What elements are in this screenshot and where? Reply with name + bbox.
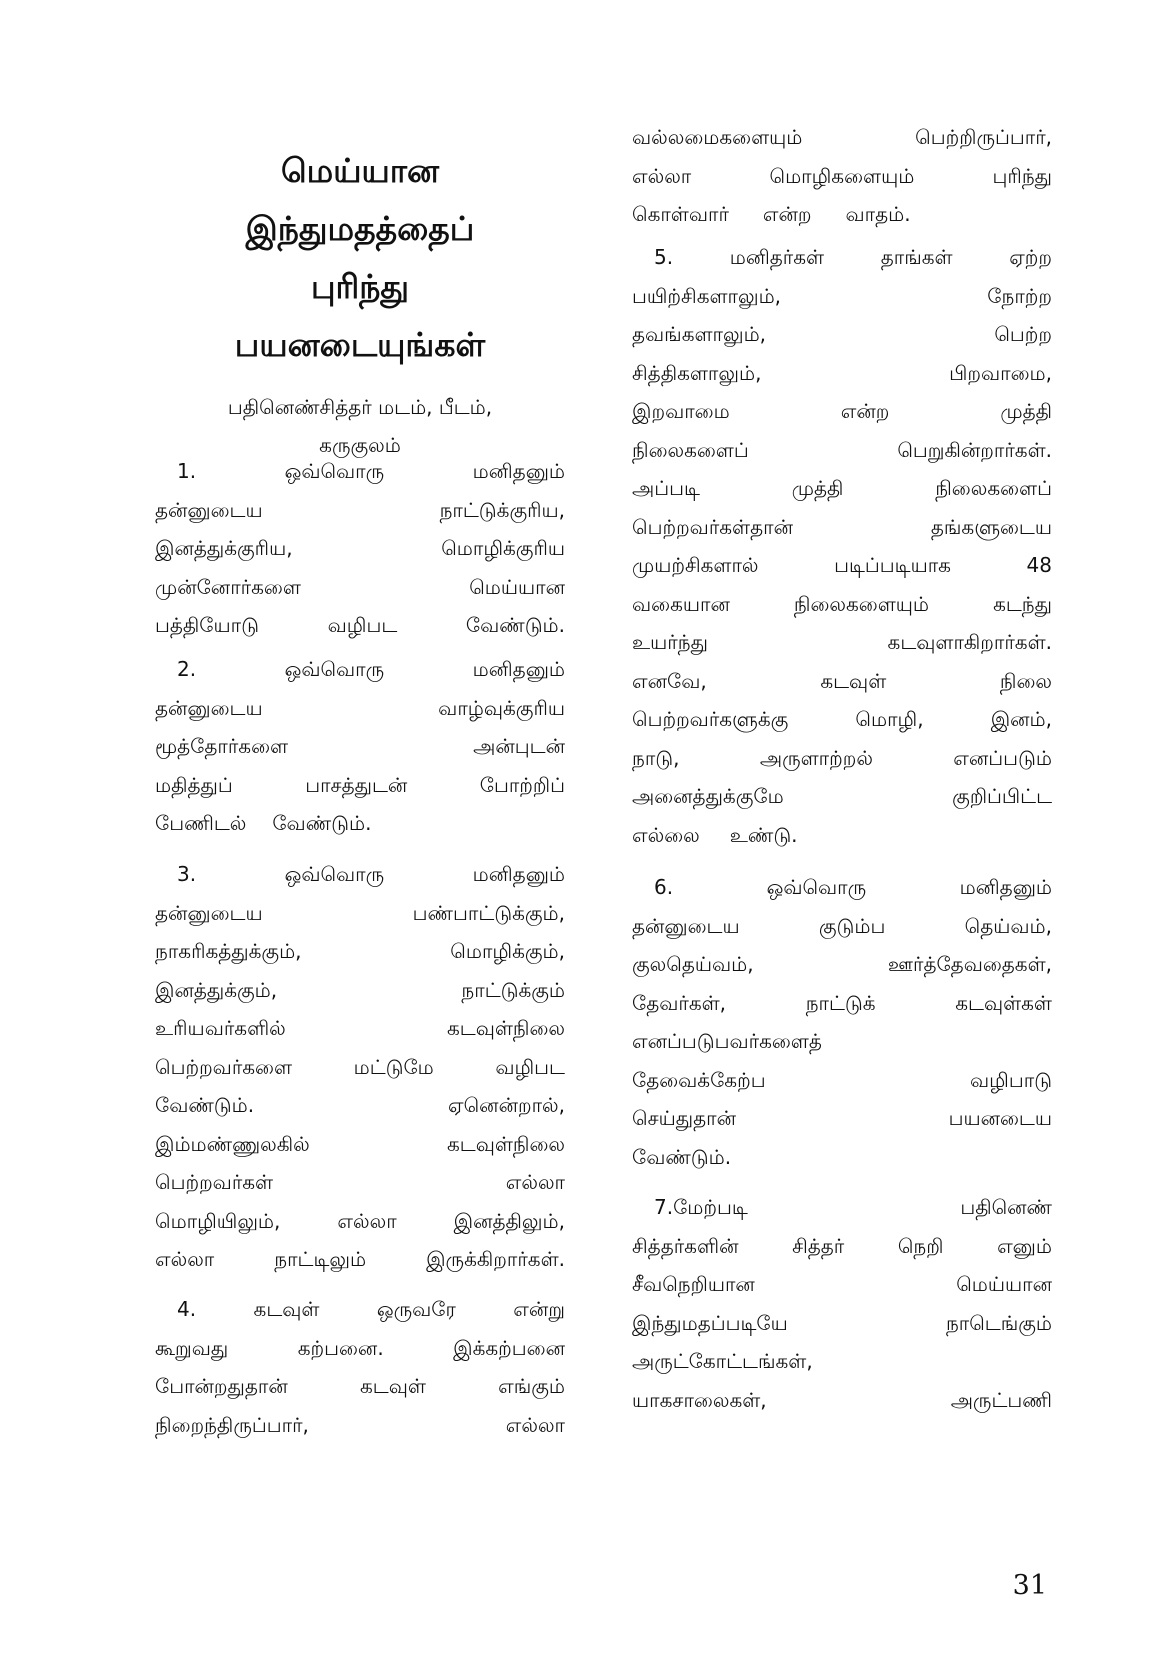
word: எல்லை bbox=[632, 822, 700, 847]
word: மனிதனும் bbox=[472, 657, 565, 681]
text-line bbox=[155, 766, 565, 805]
word: 1. bbox=[177, 459, 197, 483]
word: அன்புடன் bbox=[473, 734, 565, 758]
text-line bbox=[632, 1304, 1052, 1343]
text-line bbox=[155, 1163, 565, 1202]
text-line bbox=[632, 1342, 1052, 1381]
word: எனவே, bbox=[632, 668, 707, 693]
text-line bbox=[632, 662, 1052, 701]
word: நாகரிகத்துக்கும், bbox=[155, 939, 302, 963]
text-line bbox=[632, 739, 1052, 778]
text-line bbox=[155, 1329, 565, 1368]
word: பாசத்துடன் bbox=[305, 772, 408, 797]
text-line bbox=[632, 623, 1052, 662]
word: கடவுள் bbox=[253, 1297, 320, 1321]
word: கொள்வார் bbox=[632, 202, 729, 226]
word: 5. bbox=[654, 245, 674, 269]
word: ஒவ்வொரு bbox=[284, 657, 385, 681]
word: பயனடைய bbox=[948, 1106, 1052, 1130]
word: இம்மண்ணுலகில் bbox=[155, 1131, 310, 1156]
word: ஒவ்வொரு bbox=[766, 875, 867, 899]
word: ஊர்த்தேவதைகள், bbox=[887, 952, 1052, 976]
word: குலதெய்வம், bbox=[632, 952, 754, 976]
title-line: புரிந்து bbox=[310, 267, 410, 306]
word: கடவுள்நிலை bbox=[447, 1131, 565, 1156]
text-line bbox=[155, 804, 565, 843]
word: நாட்டுக்குரிய, bbox=[439, 497, 565, 522]
word: உண்டு. bbox=[729, 822, 798, 847]
word: சீவநெறியான bbox=[632, 1272, 755, 1296]
word: நாட்டுக் bbox=[805, 990, 876, 1015]
title-line: பயனடையுங்கள் bbox=[234, 325, 486, 364]
word: நிலைகளைப் bbox=[935, 476, 1052, 500]
word: மனிதனும் bbox=[472, 862, 565, 886]
text-line bbox=[155, 1202, 565, 1241]
text-line bbox=[632, 1138, 1052, 1177]
word: 6. bbox=[654, 875, 674, 899]
word: சித்திகளாலும், bbox=[632, 360, 762, 385]
word: நாடெங்கும் bbox=[945, 1310, 1052, 1335]
word: வேண்டும். bbox=[272, 811, 372, 835]
word: கடவுள்நிலை bbox=[447, 1016, 565, 1040]
word: மனிதனும் bbox=[472, 459, 565, 483]
text-line bbox=[632, 392, 1052, 431]
text-line bbox=[632, 868, 1052, 907]
text-line bbox=[155, 727, 565, 766]
text-line bbox=[632, 1061, 1052, 1100]
word: தவங்களாலும், bbox=[632, 322, 767, 346]
word: மதித்துப் bbox=[155, 772, 233, 797]
word: மொழியிலும், bbox=[155, 1208, 281, 1233]
word: என்று bbox=[513, 1297, 565, 1321]
word: 7.மேற்படி bbox=[654, 1195, 748, 1219]
title-line: மெய்யான bbox=[280, 151, 440, 190]
word: மொழி, bbox=[855, 707, 924, 731]
text-line bbox=[155, 1406, 565, 1445]
word: எல்லா bbox=[632, 163, 692, 188]
word: குடும்ப bbox=[818, 913, 886, 938]
paragraph bbox=[632, 868, 1052, 1176]
paragraph bbox=[632, 238, 1052, 854]
word: தங்களுடைய bbox=[930, 514, 1052, 539]
word: நெறி bbox=[897, 1233, 944, 1258]
word: நிறைந்திருப்பார், bbox=[155, 1412, 309, 1437]
text-line bbox=[155, 932, 565, 971]
word: புரிந்து bbox=[992, 163, 1052, 188]
word: மொழிக்கும், bbox=[450, 939, 565, 963]
word: முத்தி bbox=[791, 476, 844, 500]
word: எல்லா bbox=[155, 1247, 215, 1271]
word: பேணிடல் bbox=[155, 811, 247, 835]
chapter-title bbox=[155, 142, 565, 374]
word: முயற்சிகளால் bbox=[632, 553, 759, 577]
word: அப்படி bbox=[632, 476, 700, 500]
word: இருக்கிறார்கள். bbox=[426, 1247, 565, 1271]
word: யாகசாலைகள், bbox=[632, 1387, 767, 1412]
text-line bbox=[155, 650, 565, 689]
word: பெற்றிருப்பார், bbox=[915, 125, 1052, 149]
word: மெய்யான bbox=[956, 1272, 1052, 1296]
subtitle-line: பதினெண்சித்தர் மடம், பீடம், bbox=[227, 395, 493, 419]
word: எல்லா bbox=[505, 1412, 565, 1437]
word: அனைத்துக்குமே bbox=[632, 784, 784, 808]
word: பெற்றவர்களுக்கு bbox=[632, 707, 789, 731]
word: 4. bbox=[177, 1297, 197, 1321]
paragraph bbox=[632, 1188, 1052, 1419]
word: போன்றதுதான் bbox=[155, 1374, 288, 1398]
word: வழிபட bbox=[495, 1054, 565, 1079]
text-line bbox=[155, 971, 565, 1010]
text-line bbox=[632, 1227, 1052, 1266]
word: மனிதர்கள் bbox=[729, 245, 825, 269]
text-line bbox=[155, 529, 565, 568]
word: அருட்பணி bbox=[950, 1387, 1052, 1412]
word: நோற்ற bbox=[987, 283, 1052, 308]
text-line bbox=[632, 984, 1052, 1023]
text-line bbox=[155, 1125, 565, 1164]
word: வழிபட bbox=[327, 613, 398, 637]
word: நாட்டுக்கும் bbox=[461, 977, 565, 1002]
word: மட்டுமே bbox=[353, 1054, 434, 1079]
word: கடவுள்கள் bbox=[955, 990, 1052, 1015]
word: உரியவர்களில் bbox=[155, 1016, 286, 1040]
word: வாழ்வுக்குரிய bbox=[438, 695, 565, 720]
word: எல்லா bbox=[505, 1170, 565, 1194]
word: செய்துதான் bbox=[632, 1106, 737, 1130]
text-line bbox=[155, 1048, 565, 1087]
word: வழிபாடு bbox=[969, 1067, 1052, 1092]
text-line bbox=[632, 238, 1052, 277]
word: தேவைக்கேற்ப bbox=[632, 1067, 766, 1092]
word: பத்தியோடு bbox=[155, 613, 259, 637]
word: கூறுவது bbox=[155, 1335, 229, 1360]
word: ஒவ்வொரு bbox=[284, 459, 385, 483]
word: நாடு, bbox=[632, 745, 680, 770]
word: தேவர்கள், bbox=[632, 990, 727, 1015]
word: இந்துமதப்படியே bbox=[632, 1310, 788, 1335]
word: ஒருவரே bbox=[376, 1297, 456, 1321]
text-line bbox=[632, 508, 1052, 547]
text-line bbox=[632, 1265, 1052, 1304]
word: பண்பாட்டுக்கும், bbox=[412, 900, 565, 925]
word: மொழிக்குரிய bbox=[441, 536, 565, 560]
text-line bbox=[155, 1290, 565, 1329]
word: பெற்ற bbox=[994, 322, 1052, 346]
word: மூத்தோர்களை bbox=[155, 734, 289, 758]
word: அருட்கோட்டங்கள், bbox=[632, 1349, 813, 1373]
word: நிலைகளையும் bbox=[793, 591, 930, 616]
word: ஒவ்வொரு bbox=[284, 862, 385, 886]
text-line bbox=[632, 777, 1052, 816]
word: பெற்றவர்கள் bbox=[155, 1170, 274, 1194]
word: தன்னுடைய bbox=[155, 900, 263, 925]
text-line bbox=[632, 700, 1052, 739]
subtitle-line: கருகுலம் bbox=[319, 433, 401, 457]
word: எல்லா bbox=[337, 1208, 397, 1233]
word: 3. bbox=[177, 862, 197, 886]
word: நிலை bbox=[999, 668, 1052, 693]
paragraph bbox=[155, 855, 565, 1279]
word: அருளாற்றல் bbox=[759, 745, 873, 770]
word: தன்னுடைய bbox=[155, 695, 263, 720]
word: நிலைகளைப் bbox=[632, 437, 749, 462]
text-line bbox=[155, 1367, 565, 1406]
text-line bbox=[632, 1381, 1052, 1420]
text-line bbox=[155, 855, 565, 894]
word: வேண்டும். bbox=[465, 613, 565, 637]
word: இறவாமை bbox=[632, 399, 730, 423]
text-line bbox=[632, 195, 1052, 234]
paragraph bbox=[155, 650, 565, 843]
text-line bbox=[632, 315, 1052, 354]
word: குறிப்பிட்ட bbox=[952, 784, 1052, 808]
word: கடவுள் bbox=[359, 1374, 426, 1398]
text-line bbox=[632, 816, 1052, 855]
text-line bbox=[632, 1188, 1052, 1227]
word: சித்தர்களின் bbox=[632, 1233, 739, 1258]
word: தன்னுடைய bbox=[155, 497, 263, 522]
word: ஏனென்றால், bbox=[448, 1093, 565, 1117]
word: இனத்துக்கும், bbox=[155, 977, 278, 1002]
word: எங்கும் bbox=[498, 1374, 565, 1398]
word: பெற்றவர்கள்தான் bbox=[632, 514, 793, 539]
text-line bbox=[632, 354, 1052, 393]
word: மொழிகளையும் bbox=[769, 163, 915, 188]
text-line bbox=[632, 1099, 1052, 1138]
paragraph bbox=[632, 118, 1052, 234]
word: தன்னுடைய bbox=[632, 913, 740, 938]
word: வேண்டும். bbox=[632, 1144, 732, 1169]
word: வல்லமைகளையும் bbox=[632, 125, 803, 149]
text-line bbox=[155, 452, 565, 491]
word: உயர்ந்து bbox=[632, 630, 708, 654]
word: வேண்டும். bbox=[155, 1093, 255, 1117]
text-line bbox=[632, 945, 1052, 984]
word: மெய்யான bbox=[469, 574, 565, 599]
word: எனப்படும் bbox=[953, 745, 1052, 770]
text-line bbox=[632, 907, 1052, 946]
text-line bbox=[155, 689, 565, 728]
text-line bbox=[155, 1240, 565, 1279]
paragraph bbox=[155, 452, 565, 645]
word: தாங்கள் bbox=[880, 245, 953, 269]
text-line bbox=[632, 546, 1052, 585]
text-line bbox=[632, 585, 1052, 624]
word: முத்தி bbox=[1000, 399, 1052, 423]
word: கடவுள் bbox=[820, 668, 887, 693]
word: இனத்துக்குரிய, bbox=[155, 536, 293, 560]
word: சித்தர் bbox=[792, 1233, 845, 1258]
word: நாட்டிலும் bbox=[274, 1247, 367, 1271]
word: இனத்திலும், bbox=[453, 1208, 565, 1233]
text-line bbox=[155, 1009, 565, 1048]
word: என்ற bbox=[762, 202, 812, 226]
word: பயிற்சிகளாலும், bbox=[632, 283, 782, 308]
word: 48 bbox=[1026, 553, 1052, 577]
word: 2. bbox=[177, 657, 197, 681]
word: வகையான bbox=[632, 591, 730, 616]
text-line bbox=[632, 277, 1052, 316]
text-line bbox=[632, 1022, 1052, 1061]
word: கடந்து bbox=[993, 591, 1052, 616]
text-line bbox=[632, 157, 1052, 196]
word: எனும் bbox=[997, 1233, 1052, 1258]
word: பதினெண் bbox=[960, 1195, 1052, 1219]
word: என்ற bbox=[840, 399, 890, 423]
word: இக்கற்பனை bbox=[453, 1335, 565, 1360]
word: கடவுளாகிறார்கள். bbox=[887, 630, 1052, 654]
word: வாதம். bbox=[845, 202, 911, 226]
paragraph bbox=[155, 1290, 565, 1444]
word: தெய்வம், bbox=[964, 913, 1052, 938]
text-line bbox=[155, 1086, 565, 1125]
word: மனிதனும் bbox=[959, 875, 1052, 899]
word: கற்பனை. bbox=[297, 1335, 384, 1360]
title-line: இந்துமதத்தைப் bbox=[245, 209, 475, 248]
text-line bbox=[155, 568, 565, 607]
page-number: 31 bbox=[1012, 1570, 1047, 1601]
text-line bbox=[155, 606, 565, 645]
word: ஏற்ற bbox=[1009, 245, 1052, 269]
text-line bbox=[155, 491, 565, 530]
word: பெற்றவர்களை bbox=[155, 1054, 293, 1079]
word: போற்றிப் bbox=[479, 772, 565, 797]
word: முன்னோர்களை bbox=[155, 574, 301, 599]
word: எனப்படுபவர்களைத் bbox=[632, 1029, 822, 1053]
text-line bbox=[632, 118, 1052, 157]
text-line bbox=[632, 431, 1052, 470]
text-line bbox=[155, 894, 565, 933]
text-line bbox=[632, 469, 1052, 508]
word: பெறுகின்றார்கள். bbox=[897, 437, 1052, 462]
word: பிறவாமை, bbox=[949, 360, 1052, 385]
word: இனம், bbox=[990, 707, 1052, 731]
word: படிப்படியாக bbox=[834, 553, 951, 577]
